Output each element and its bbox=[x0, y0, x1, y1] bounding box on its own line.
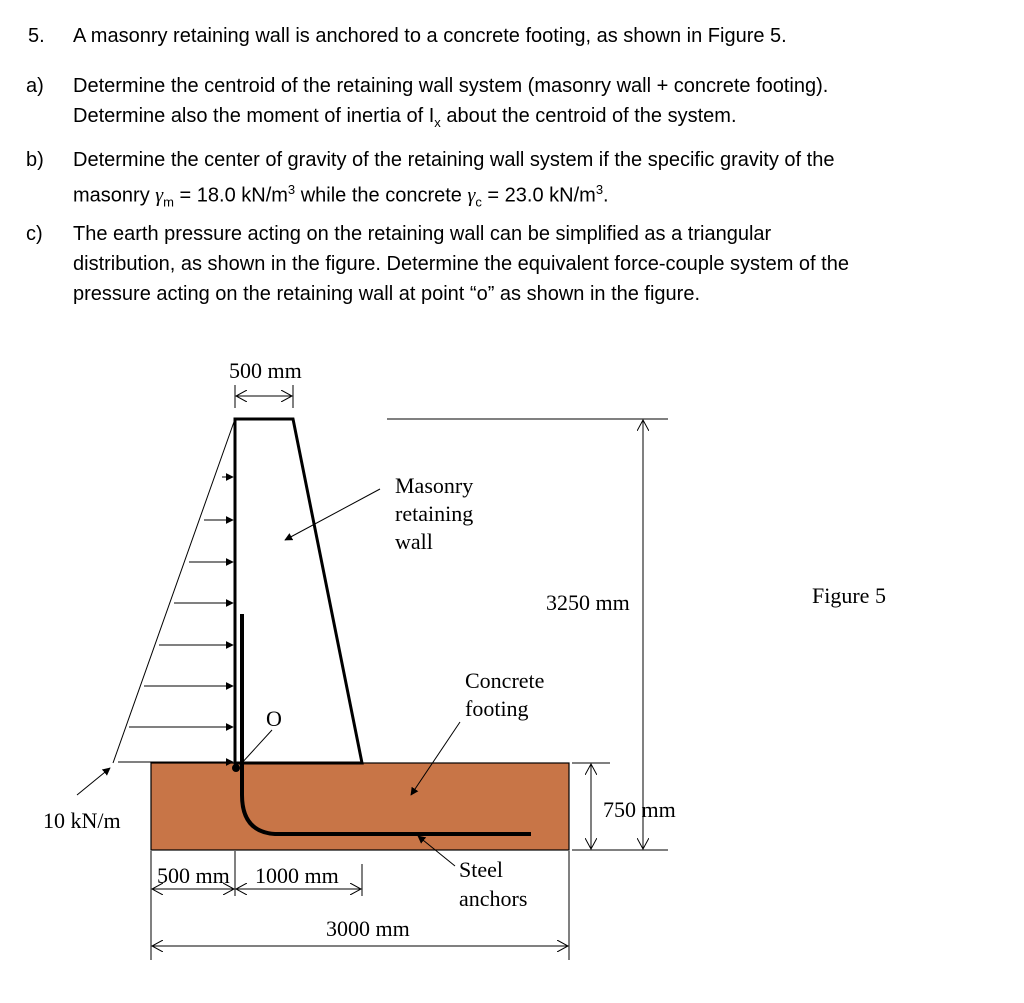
part-b-line1: Determine the center of gravity of the retaining wall system if the specific gravity of the bbox=[73, 149, 835, 171]
part-a-line2: Determine also the moment of inertia of $I_x$ about the centroid of the system. bbox=[73, 105, 737, 130]
concrete-label-1: Concrete bbox=[465, 668, 545, 693]
part-c-line1: The earth pressure acting on the retaining wall can be simplified as a triangular bbox=[73, 223, 772, 245]
figure-caption: Figure 5 bbox=[812, 583, 886, 608]
dim-1000-label: 1000 mm bbox=[255, 863, 339, 888]
part-c-line3: pressure acting on the retaining wall at point “o” as shown in the figure. bbox=[73, 283, 701, 305]
masonry-label-2: retaining bbox=[395, 501, 474, 526]
steel-label-2: anchors bbox=[459, 886, 528, 911]
part-c-label: c) bbox=[26, 223, 43, 245]
pressure-label: 10 kN/m bbox=[43, 808, 121, 833]
part-a-label: a) bbox=[26, 75, 44, 97]
masonry-label-1: Masonry bbox=[395, 473, 474, 498]
point-o-label: O bbox=[266, 706, 282, 731]
pressure-label-arrow bbox=[77, 768, 110, 795]
concrete-footing bbox=[151, 763, 569, 850]
part-a-line1: Determine the centroid of the retaining wall system (masonry wall + concrete footing). bbox=[73, 75, 829, 97]
masonry-wall bbox=[235, 419, 362, 763]
problem-statement: A masonry retaining wall is anchored to a concrete footing, as shown in Figure 5. bbox=[73, 25, 787, 47]
pressure-triangle-hypotenuse bbox=[113, 419, 235, 763]
concrete-label-2: footing bbox=[465, 696, 529, 721]
dim-500-label: 500 mm bbox=[157, 863, 230, 888]
top-width-label: 500 mm bbox=[229, 358, 302, 383]
part-b-label: b) bbox=[26, 149, 44, 171]
part-b-line2: masonry $\gamma_m = 18.0$ $kN/m^3$ while the concrete $\gamma_c = 23.0$ $kN/m^3$. bbox=[73, 182, 609, 210]
part-c-line2: distribution, as shown in the figure. Determine the equivalent force-couple system of the bbox=[73, 253, 849, 275]
masonry-label-3: wall bbox=[395, 529, 433, 554]
problem-number: 5. bbox=[28, 25, 45, 47]
point-o-dot bbox=[232, 764, 240, 772]
height-label: 3250 mm bbox=[546, 590, 630, 615]
footing-height-label: 750 mm bbox=[603, 797, 676, 822]
dim-3000-label: 3000 mm bbox=[326, 916, 410, 941]
steel-label-1: Steel bbox=[459, 857, 503, 882]
pressure-arrows bbox=[118, 477, 233, 762]
